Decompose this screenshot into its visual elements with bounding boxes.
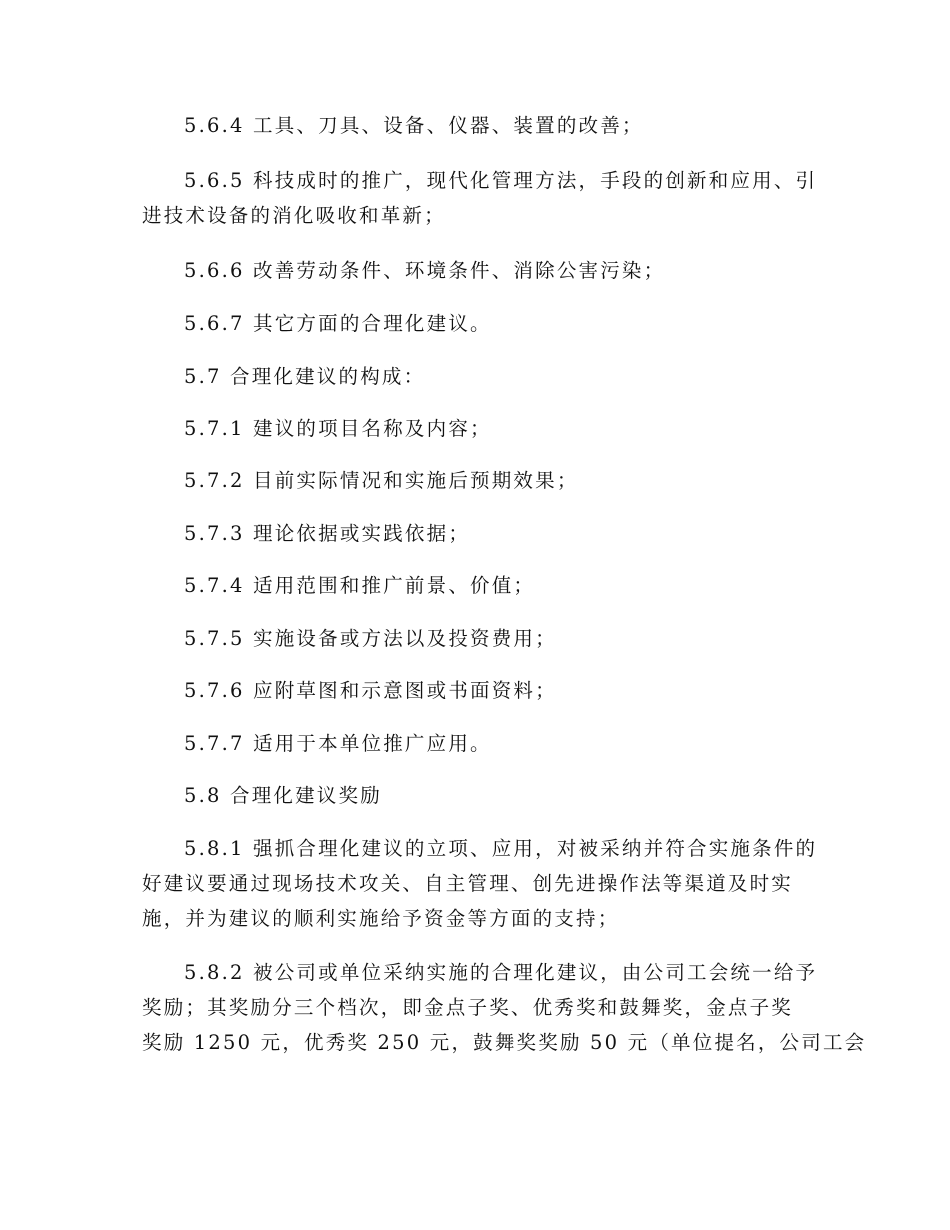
paragraph-5-6-6: 5.6.6 改善劳动条件、环境条件、消除公害污染； [184,259,666,282]
paragraph-5-7: 5.7 合理化建议的构成： [184,365,426,388]
paragraph-5-8-2-line-2: 奖励；其奖励分三个档次，即金点子奖、优秀奖和鼓舞奖，金点子奖 [142,996,794,1019]
paragraph-5-7-2: 5.7.2 目前实际情况和实施后预期效果； [184,469,579,492]
paragraph-5-6-5-line-2: 进技术设备的消化吸收和革新； [142,204,446,227]
paragraph-5-6-7: 5.6.7 其它方面的合理化建议。 [184,312,492,335]
paragraph-5-7-1: 5.7.1 建议的项目名称及内容； [184,417,492,440]
paragraph-5-8-2-line-3: 奖励 1250 元，优秀奖 250 元，鼓舞奖奖励 50 元（单位提名，公司工会 [142,1031,867,1054]
paragraph-5-7-4: 5.7.4 适用范围和推广前景、价值； [184,574,536,597]
paragraph-5-8-1-line-2: 好建议要通过现场技术攻关、自主管理、创先进操作法等渠道及时实 [142,872,794,895]
paragraph-5-7-7: 5.7.7 适用于本单位推广应用。 [184,732,492,755]
paragraph-5-6-4: 5.6.4 工具、刀具、设备、仪器、装置的改善； [184,114,644,137]
paragraph-5-7-6: 5.7.6 应附草图和示意图或书面资料； [184,679,557,702]
paragraph-5-8: 5.8 合理化建议奖励 [184,784,382,807]
paragraph-5-8-2-line-1: 5.8.2 被公司或单位采纳实施的合理化建议，由公司工会统一给予 [184,961,818,984]
paragraph-5-7-3: 5.7.3 理论依据或实践依据； [184,522,471,545]
paragraph-5-8-1-line-1: 5.8.1 强抓合理化建议的立项、应用，对被采纳并符合实施条件的 [184,837,818,860]
paragraph-5-8-1-line-3: 施，并为建议的顺利实施给予资金等方面的支持； [142,907,620,930]
paragraph-5-7-5: 5.7.5 实施设备或方法以及投资费用； [184,627,557,650]
paragraph-5-6-5-line-1: 5.6.5 科技成时的推广，现代化管理方法，手段的创新和应用、引 [184,169,818,192]
